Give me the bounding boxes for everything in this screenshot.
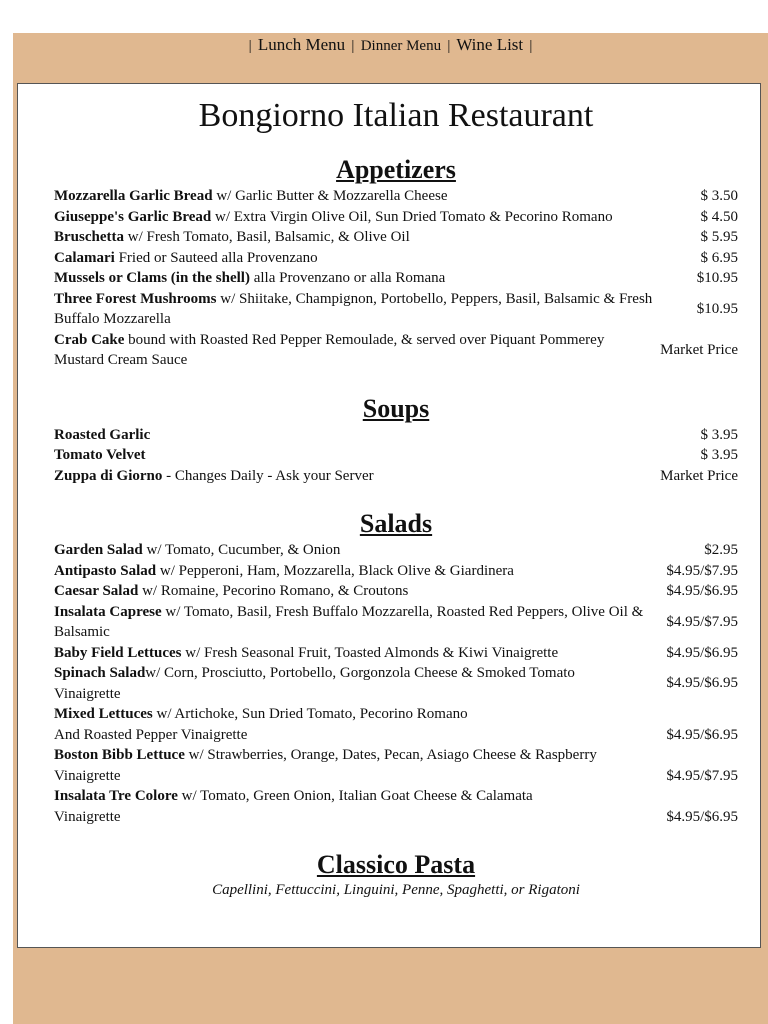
item-price: $4.95/$6.95 (666, 583, 738, 599)
item-price: $4.95/$7.95 (666, 562, 738, 579)
item-description: w/ Shiitake, Champignon, Portobello, Peppers, Basil, Balsamic & Fresh Buffalo Mozzarella (54, 290, 653, 327)
top-navigation (13, 33, 768, 59)
item-name: Insalata Tre Colore (54, 788, 178, 804)
item-name: Caesar Salad (54, 583, 139, 599)
page-frame (13, 33, 768, 1024)
item-description: w/ Strawberries, Orange, Dates, Pecan, Asiago Cheese & Raspberry Vinaigrette (54, 747, 597, 784)
appetizers-list (54, 186, 738, 371)
item-description: w/ Corn, Prosciutto, Portobello, Gorgonzola Cheese & Smoked Tomato Vinaigrette (54, 665, 575, 702)
menu-item (54, 602, 738, 643)
item-description: bound with Roasted Red Pepper Remoulade, & served over Piquant Pommerey Mustard Cream Sauce (54, 331, 605, 368)
menu-content (54, 84, 738, 899)
item-price: $4.95/$6.95 (666, 808, 738, 825)
menu-item (54, 289, 738, 330)
menu-item (54, 581, 738, 602)
item-description: w/ Tomato, Cucumber, & Onion (142, 542, 341, 558)
item-name: Garden Salad (54, 542, 143, 558)
item-description: w/ Tomato, Basil, Fresh Buffalo Mozzarella, Roasted Red Peppers, Olive Oil & Balsamic (54, 603, 644, 640)
menu-item (54, 704, 738, 745)
menu-item (54, 561, 738, 582)
section-heading-salads: Salads (359, 509, 433, 538)
menu-item (54, 227, 738, 248)
item-name: Boston Bibb Lettuce (54, 747, 185, 763)
item-name: Tomato Velvet (54, 447, 146, 463)
nav-link-lunch-menu[interactable]: Lunch Menu (257, 35, 346, 54)
section-heading-classico-pasta: Classico Pasta (316, 850, 476, 879)
item-description: w/ Garlic Butter & Mozzarella Cheese (212, 188, 448, 204)
nav-separator: | (447, 38, 451, 54)
restaurant-title: Bongiorno Italian Restaurant (198, 97, 594, 134)
item-name: Zuppa di Giorno (54, 467, 163, 484)
menu-item (54, 663, 738, 704)
item-name: Mozzarella Garlic Bread (54, 188, 213, 204)
item-price: $4.95/$6.95 (666, 726, 738, 743)
soups-list (54, 425, 738, 487)
item-description: - Changes Daily - Ask your Server (162, 467, 374, 484)
item-description: w/ Pepperoni, Ham, Mozzarella, Black Olive & Giardinera (156, 562, 514, 579)
pasta-options-subtitle: Capellini, Fettuccini, Linguini, Penne, Spaghetti, or Rigatoni (212, 882, 580, 898)
item-description: w/ Tomato, Green Onion, Italian Goat Cheese & Calamata (177, 788, 533, 804)
item-description: w/ Fresh Seasonal Fruit, Toasted Almonds & Kiwi Vinaigrette (181, 644, 559, 661)
item-name: Crab Cake (54, 331, 125, 348)
menu-item (54, 248, 738, 269)
item-description-continued: Vinaigrette (54, 808, 121, 825)
item-price: $4.95/$6.95 (666, 644, 738, 661)
item-price: $ 4.50 (700, 208, 738, 225)
item-description: alla Provenzano or alla Romana (249, 270, 446, 286)
item-price: $ 3.95 (700, 426, 738, 443)
item-price: Market Price (660, 467, 738, 484)
item-description: w/ Artichoke, Sun Dried Tomato, Pecorino Romano (152, 706, 468, 722)
item-name: Mixed Lettuces (54, 706, 153, 722)
section-heading-soups: Soups (362, 393, 430, 423)
nav-separator: | (529, 38, 533, 54)
section-heading-appetizers: Appetizers (336, 155, 456, 184)
menu-item (54, 540, 738, 561)
item-name: Calamari (54, 249, 115, 266)
menu-item (54, 745, 738, 786)
item-price: $4.95/$7.95 (666, 767, 738, 784)
menu-item (54, 445, 738, 466)
item-name: Baby Field Lettuces (54, 644, 182, 661)
nav-link-dinner-menu[interactable]: Dinner Menu (360, 38, 442, 54)
item-name: Spinach Salad (54, 665, 146, 681)
item-name: Mussels or Clams (in the shell) (54, 270, 250, 286)
salads-list (54, 540, 738, 827)
menu-item (54, 207, 738, 228)
item-price: $ 6.95 (700, 249, 738, 266)
item-price: $10.95 (696, 300, 738, 317)
item-price: Market Price (660, 341, 738, 358)
nav-separator: | (351, 38, 355, 54)
item-description: w/ Extra Virgin Olive Oil, Sun Dried Tomato & Pecorino Romano (211, 208, 613, 225)
item-price: $4.95/$7.95 (666, 613, 738, 630)
item-name: Three Forest Mushrooms (54, 290, 217, 307)
item-price: $10.95 (696, 270, 738, 286)
menu-item (54, 643, 738, 664)
item-price: $4.95/$6.95 (666, 675, 738, 692)
item-description-continued: And Roasted Pepper Vinaigrette (54, 726, 248, 743)
item-name: Insalata Caprese (54, 603, 162, 620)
menu-item (54, 425, 738, 446)
item-description: Fried or Sauteed alla Provenzano (114, 249, 318, 266)
item-price: $ 5.95 (700, 229, 738, 245)
item-name: Giuseppe's Garlic Bread (54, 208, 212, 225)
nav-separator: | (248, 38, 252, 54)
menu-item (54, 330, 738, 371)
menu-panel (17, 83, 761, 948)
nav-link-wine-list[interactable]: Wine List (456, 35, 524, 54)
menu-item (54, 466, 738, 487)
item-description: w/ Fresh Tomato, Basil, Balsamic, & Olive Oil (124, 229, 410, 245)
item-name: Roasted Garlic (54, 426, 151, 443)
menu-item (54, 186, 738, 207)
item-name: Bruschetta (54, 229, 124, 245)
item-description: w/ Romaine, Pecorino Romano, & Croutons (138, 583, 409, 599)
item-price: $ 3.95 (700, 447, 738, 463)
menu-item (54, 786, 738, 827)
item-price: $2.95 (704, 542, 738, 558)
menu-item (54, 268, 738, 289)
item-price: $ 3.50 (700, 188, 738, 204)
item-name: Antipasto Salad (54, 562, 157, 579)
